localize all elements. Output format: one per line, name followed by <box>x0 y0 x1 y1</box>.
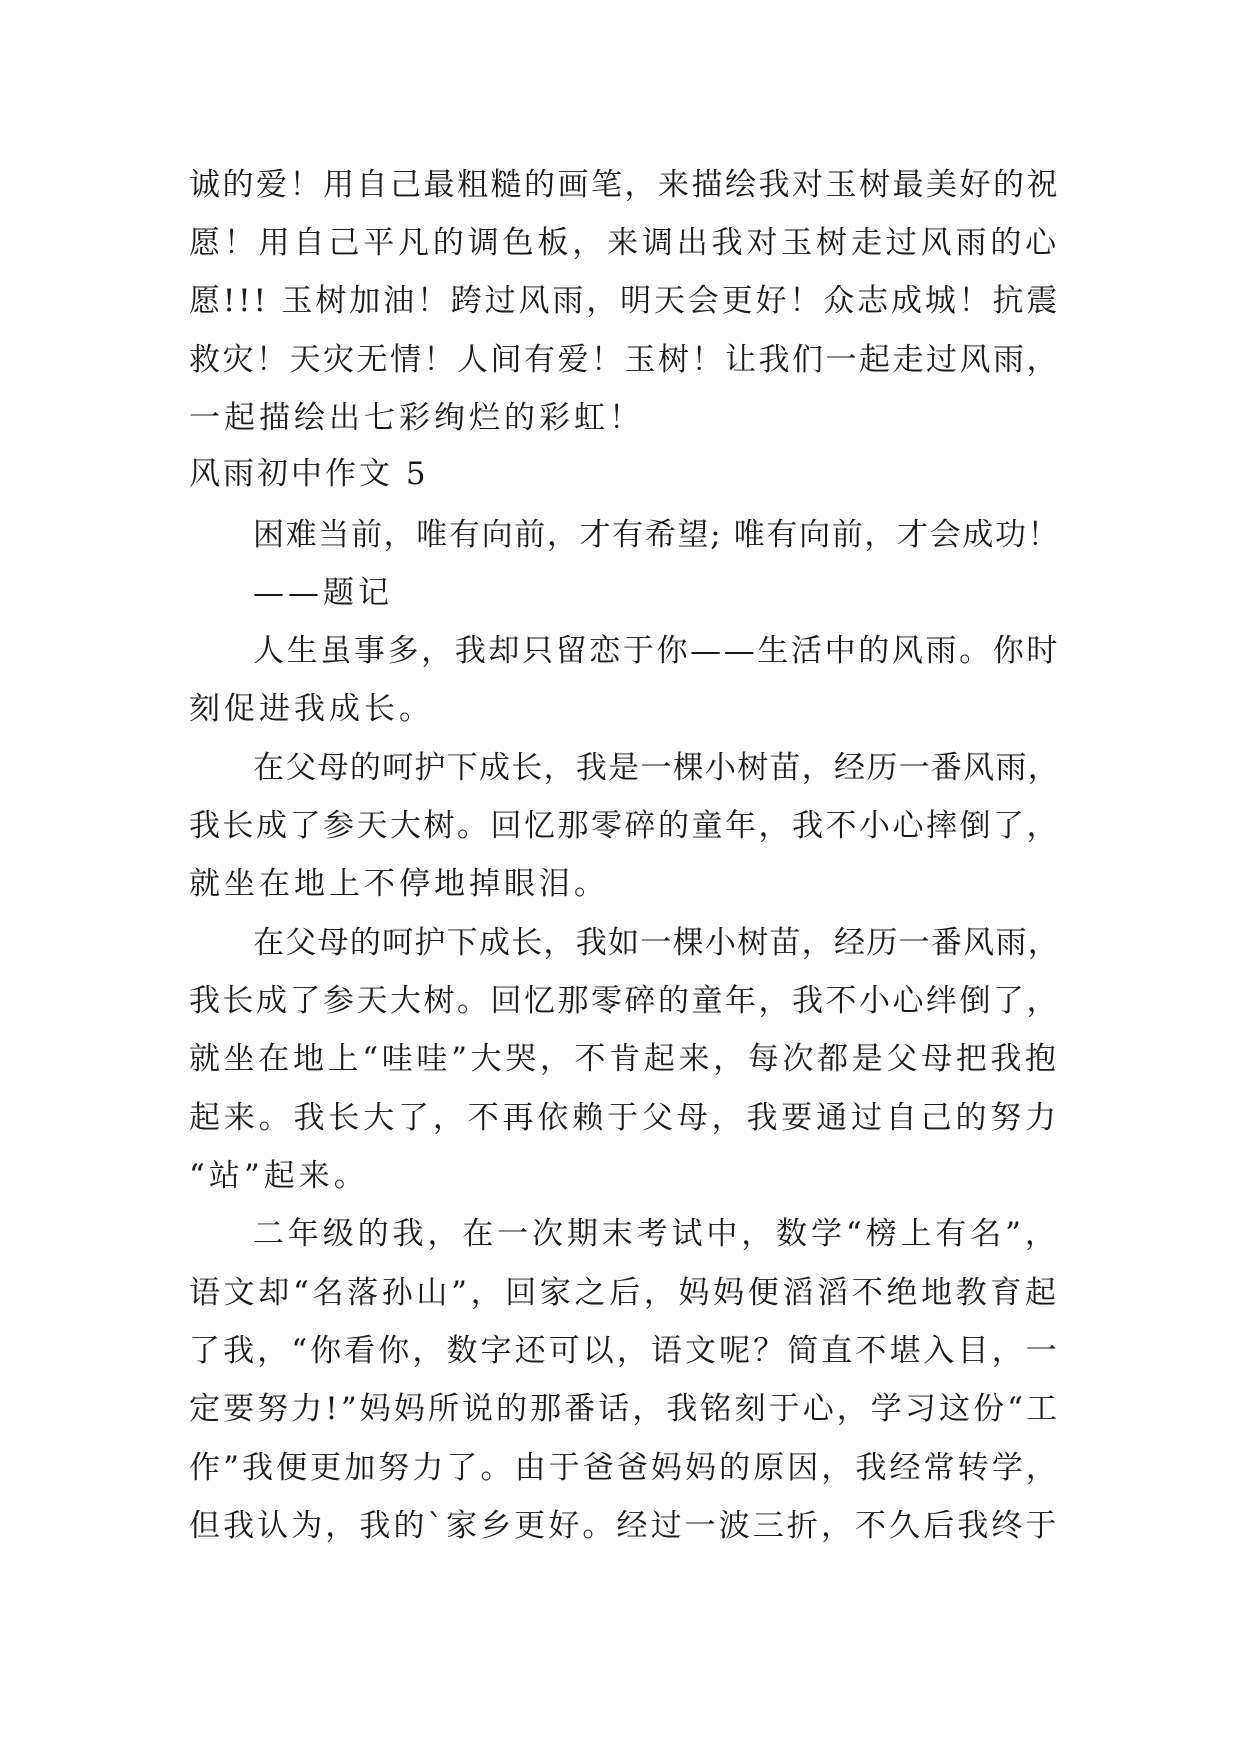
epigraph-line: 困难当前，唯有向前，才有希望; 唯有向前，才会成功！ <box>253 517 1061 553</box>
body-text-line: 了我，“你看你，数字还可以，语文呢？简直不堪入目，一 <box>189 1333 1060 1369</box>
body-text-line: 定要努力!”妈妈所说的那番话，我铭刻于心，学习这份“工 <box>189 1391 1061 1427</box>
body-text-line: 我长成了参天大树。回忆那零碎的童年，我不小心绊倒了， <box>189 983 1060 1019</box>
body-text-line: 诚的爱！用自己最粗糙的画笔，来描绘我对玉树最美好的祝 <box>189 167 1060 203</box>
section-heading: 风雨初中作文 5 <box>189 456 429 492</box>
body-text-line: 就坐在地上不停地掉眼泪。 <box>189 866 609 902</box>
body-text-line: 语文却“名落孙山”，回家之后，妈妈便滔滔不绝地教育起 <box>189 1275 1060 1311</box>
body-text-line: 二年级的我，在一次期末考试中，数学“榜上有名”， <box>253 1216 1060 1252</box>
body-text-line: 但我认为，我的`家乡更好。经过一波三折，不久后我终于 <box>189 1508 1060 1544</box>
body-text-line: 在父母的呵护下成长，我是一棵小树苗，经历一番风雨， <box>253 750 1060 786</box>
body-text-line: 救灾！天灾无情！人间有爱！玉树！让我们一起走过风雨， <box>189 342 1060 378</box>
body-text-line: 刻促进我成长。 <box>189 691 434 727</box>
body-text-line: 我长成了参天大树。回忆那零碎的童年，我不小心摔倒了， <box>189 808 1060 844</box>
body-text-line: 一起描绘出七彩绚烂的彩虹！ <box>189 400 644 436</box>
body-text-line: 人生虽事多，我却只留恋于你——生活中的风雨。你时 <box>253 633 1060 669</box>
body-text-line: 愿！用自己平凡的调色板，来调出我对玉树走过风雨的心 <box>189 225 1060 261</box>
body-text-line: 就坐在地上“哇哇”大哭，不肯起来，每次都是父母把我抱 <box>189 1041 1060 1077</box>
body-text-line: 在父母的呵护下成长，我如一棵小树苗，经历一番风雨， <box>253 925 1060 961</box>
body-text-line: “站”起来。 <box>189 1158 369 1194</box>
epigraph-attribution: ——题记 <box>253 575 393 611</box>
body-text-line: 愿!!! 玉树加油！跨过风雨，明天会更好！众志成城！抗震 <box>189 283 1061 319</box>
body-text-line: 作”我便更加努力了。由于爸爸妈妈的原因，我经常转学， <box>189 1450 1060 1486</box>
body-text-line: 起来。我长大了，不再依赖于父母，我要通过自己的努力 <box>189 1100 1060 1136</box>
